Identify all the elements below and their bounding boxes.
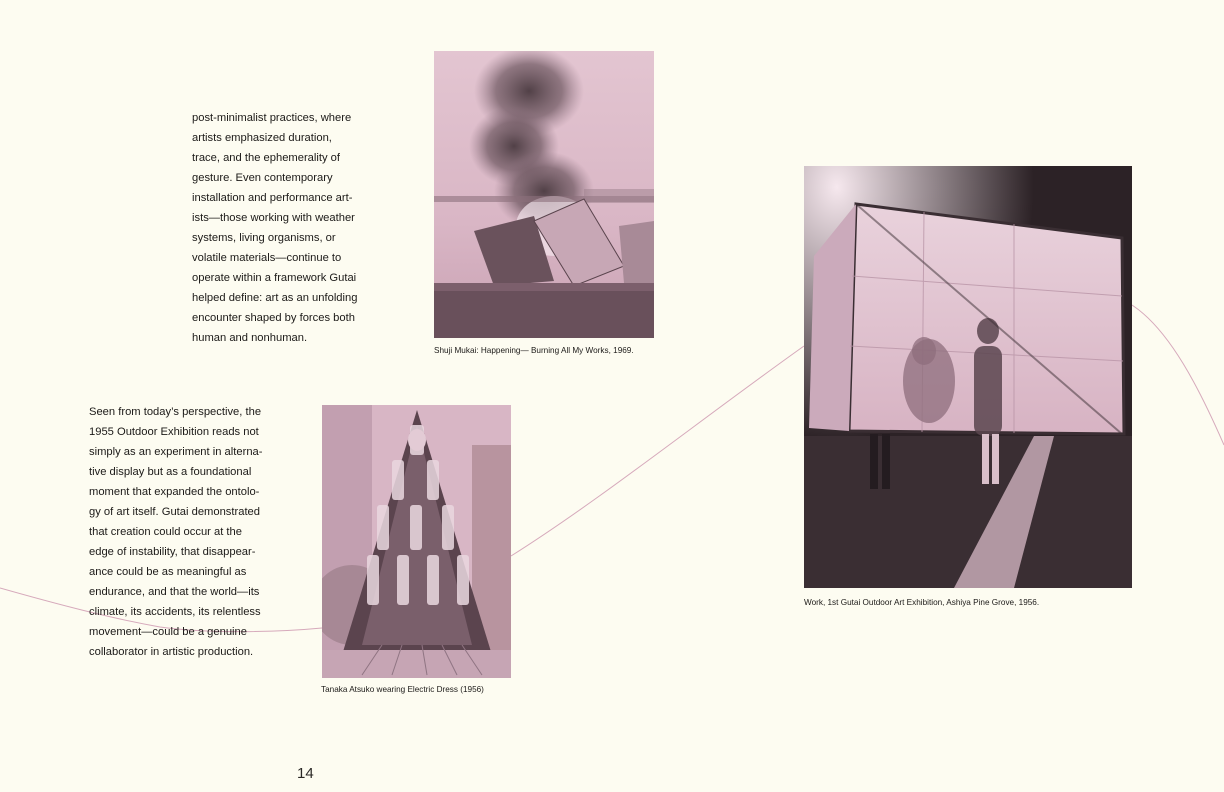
text-line: Seen from today’s perspective, the <box>89 406 262 418</box>
text-line: gesture. Even contemporary <box>192 172 333 184</box>
text-line: collaborator in artistic production. <box>89 646 254 658</box>
text-line: simply as an experiment in alterna- <box>89 446 263 458</box>
text-line: ance could be as meaningful as <box>89 566 247 578</box>
text-line: edge of instability, that disappear- <box>89 546 256 558</box>
text-line: trace, and the ephemerality of <box>192 152 341 164</box>
text-line: encounter shaped by forces both <box>192 312 355 324</box>
text-line: climate, its accidents, its relentless <box>89 606 261 618</box>
figure-caption-electric-dress: Tanaka Atsuko wearing Electric Dress (1956) <box>321 685 484 694</box>
text-line: post-minimalist practices, where <box>192 112 352 124</box>
text-line: volatile materials—continue to <box>192 252 342 264</box>
body-text-block-1 <box>192 108 382 348</box>
figure-caption-burning: Shuji Mukai: Happening— Burning All My Works, 1969. <box>434 346 634 355</box>
text-line: 1955 Outdoor Exhibition reads not <box>89 426 259 438</box>
text-line: endurance, and that the world—its <box>89 586 260 598</box>
electric-dress-photo <box>322 405 511 678</box>
text-line: moment that expanded the ontolo- <box>89 486 260 498</box>
text-line: artists emphasized duration, <box>192 132 332 144</box>
text-line: operate within a framework Gutai <box>192 272 357 284</box>
text-line: movement—could be a genuine <box>89 626 247 638</box>
body-text-block-2 <box>89 402 289 662</box>
text-line: gy of art itself. Gutai demonstrated <box>89 506 261 518</box>
burning-works-photo <box>434 51 654 338</box>
page-number: 14 <box>297 765 314 782</box>
text-line: installation and performance art- <box>192 192 353 204</box>
text-line: ists—those working with weather <box>192 212 355 224</box>
text-line: tive display but as a foundational <box>89 466 252 478</box>
text-line: helped define: art as an unfolding <box>192 292 358 304</box>
figure-caption-outdoor-work: Work, 1st Gutai Outdoor Art Exhibition, Ashiya Pine Grove, 1956. <box>804 598 1040 607</box>
text-line: that creation could occur at the <box>89 526 242 538</box>
text-line: human and nonhuman. <box>192 332 308 344</box>
text-line: systems, living organisms, or <box>192 232 336 244</box>
outdoor-exhibition-photo <box>804 166 1132 588</box>
